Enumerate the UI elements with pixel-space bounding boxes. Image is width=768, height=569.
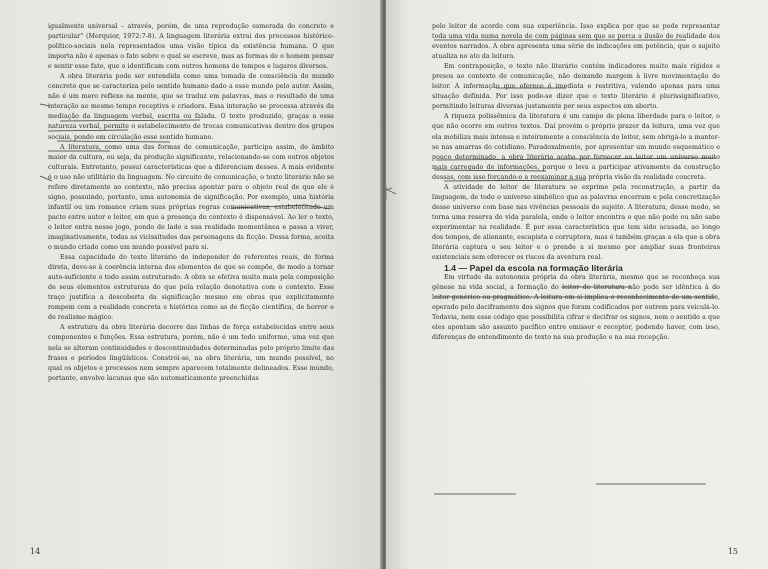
right-page: [386, 0, 768, 569]
left-paragraph-1: igualmente universal – através, porém, de uma reprodução esmerada do concreto e particular" (Merquior, 1972:7-8). A linguagem literária extrai dos processos histórico-político-sociais nela representados uma visão típica da existência humana. O que importa não é apenas o fato sobre o qual se escreve, mas as formas de o homem pensar e sentir esse fato, que o identificam com outros homens de tempos e lugares diversos.: [48, 23, 334, 71]
left-page-number: 14: [30, 547, 41, 556]
left-page: [0, 0, 382, 569]
right-paragraph-3: A riqueza polissêmica da literatura é um campo de plena liberdade para o leitor, o que não ocorre em outros textos. Daí provém o próprio prazer da leitura, uma vez que ela mobiliza mais intensa e inteiramente a consciência do leitor, sem obrigá-lo a manter-se nas amarras do cotidiano. Paradoxalmente, por apresentar um mundo esquemático e pouco determinado, a obra literária acaba por fornecer ao leitor um universo muito mais carregado de informações, porque o leva a participar ativamente da construção dessas, com isso forçando-o a reexaminar a sua própria visão da realidade concreta.: [432, 113, 720, 181]
right-paragraph-1: pelo leitor de acordo com sua experiência. Isso explica por que se pode representar toda uma vida numa novela de com páginas sem que se perca a ilusão de realidade dos eventos narrados. A obra apresenta uma série de indicações em potência, que o sujeito atualiza no ato da leitura.: [432, 23, 720, 61]
left-paragraph-3: A literatura, como uma das formas de comunicação, participa assim, do âmbito maior da cultura, ou seja, da produção significante, relacionando-se com outros objetos culturais. Entretanto, possui características que a diferenciam desses. A mais evidente é o uso não utilitário da linguagem. No circuito de comunicação, o texto literário não se refere diretamente ao contexto, não precisa apontar para o objeto real de que ele é signo, possuindo, portanto, uma autonomia de significação. Por exemplo, uma história infantil ou um romance criam suas próprias regras comunicativas, estabelecendo um pacto entre autor e leitor, em que a presença do contexto é dispensável. Ao ler o texto, o leitor entra nesse jogo, pondo de lado a sua realidade momentânea e passa a viver, imaginativamente, todas as vicissitudes das personagens da ficção. Dessa forma, aceita o mundo criado como um mundo possível para si.: [48, 143, 334, 252]
left-paragraph-5: A estrutura da obra literária decorre das linhas de força estabelecidas entre seus componentes e funções. Essa estrutura, porém, não é um todo uniforme, uma vez que nela se alteram continuidades e descontinuidades determinadas pelo próprio limite das frases e períodos lingüísticos. Constrói-se, na obra literária, um mundo possível, no qual os objetos e processos nem sempre aparecem totalmente delineados. Esse mundo, portanto, envolve lacunas que são automaticamente preenchidas: [48, 324, 334, 382]
left-paragraph-4: Essa capacidade do texto literário de independer de referentes reais, de forma direta, deve-se à coerência interna dos elementos de que se compõe, de modo a tornar auto-suficiente o todo assim estruturado. A obra se efetiva muito mais pela composição de seus elementos estruturais do que pela relação denotativa com o contexto. Esse traço justifica a descoberta da significação mesmo em obras que explicitamente rompem com a realidade concreta e histórica como as de ficção científica, de horror e de realismo mágico.: [48, 254, 334, 322]
right-paragraph-4: A atividade do leitor de literatura se exprime pela reconstrução, a partir da linguagem, de todo o universo simbólico que as palavras encerram e pela concretização desse universo com base nas vivências pessoais do sujeito. A literatura, desse modo, se torna uma reserva de vida paralela, onde o leitor encontra o que não pode ou não sabe experimentar na realidade. É por essa característica que tem sido acusada, ao longo dos tempos, de alienante, escapista e corruptora, mas é também graças a ela que a obra literária captura o seu leitor e o prende a si mesmo por ampliar suas fronteiras existenciais sem oferecer os riscos da aventura real.: [432, 183, 720, 262]
left-text-column: [48, 22, 334, 384]
right-page-number: 15: [727, 547, 738, 556]
right-text-column: [432, 22, 720, 344]
section-paragraph-1: Em virtude da autonomia própria da obra literária, mesmo que se reconheça sua gênese na vida social, a formação do leitor de literatura não pode ser idêntica à do leitor genérico ou pragmático. A leitura em si implica o reconhecimento de um sentido, operado pelo deciframento dos signos que foram codificados por outrem para veiculá-lo. Todavia, nem esse código que possibilita cifrar e decifrar os signos, nem o sentido a que eles apontam são assunto pacífico entre emissor e receptor, podendo haver, com isso, diferenças de entendimento do texto na sua produção e na sua recepção.: [432, 274, 720, 342]
left-paragraph-2: A obra literária pode ser entendida como uma tomada de consciência do mundo concreto que se caracteriza pelo sentido humano dado a esse mundo pelo autor. Assim, não é um mero reflexo na mente, que se traduz em palavras, mas o resultado de uma interação ao mesmo tempo receptiva e criadora. Essa interação se processa através da mediação da linguagem verbal, escrita ou falada. O texto produzido, graças a essa natureza verbal, permite o estabelecimento de trocas comunicativas dentro dos grupos sociais, pondo em circulação esse sentido humano.: [48, 73, 334, 141]
right-paragraph-2: Em contraposição, o texto não literário contém indicadores muito mais rígidos e presos ao contexto de comunicação, não deixando margem à livre movimentação do leitor. A informação que oferece é imediata e restritiva, valendo apenas para uma situação definida. Por isso pode-se dizer que o texto literário é plurissignificativo, permitindo leituras diversas justamente por seus aspectos em aberto.: [432, 63, 720, 111]
section-title: 1.4 — Papel da escola na formação literária: [444, 263, 623, 274]
